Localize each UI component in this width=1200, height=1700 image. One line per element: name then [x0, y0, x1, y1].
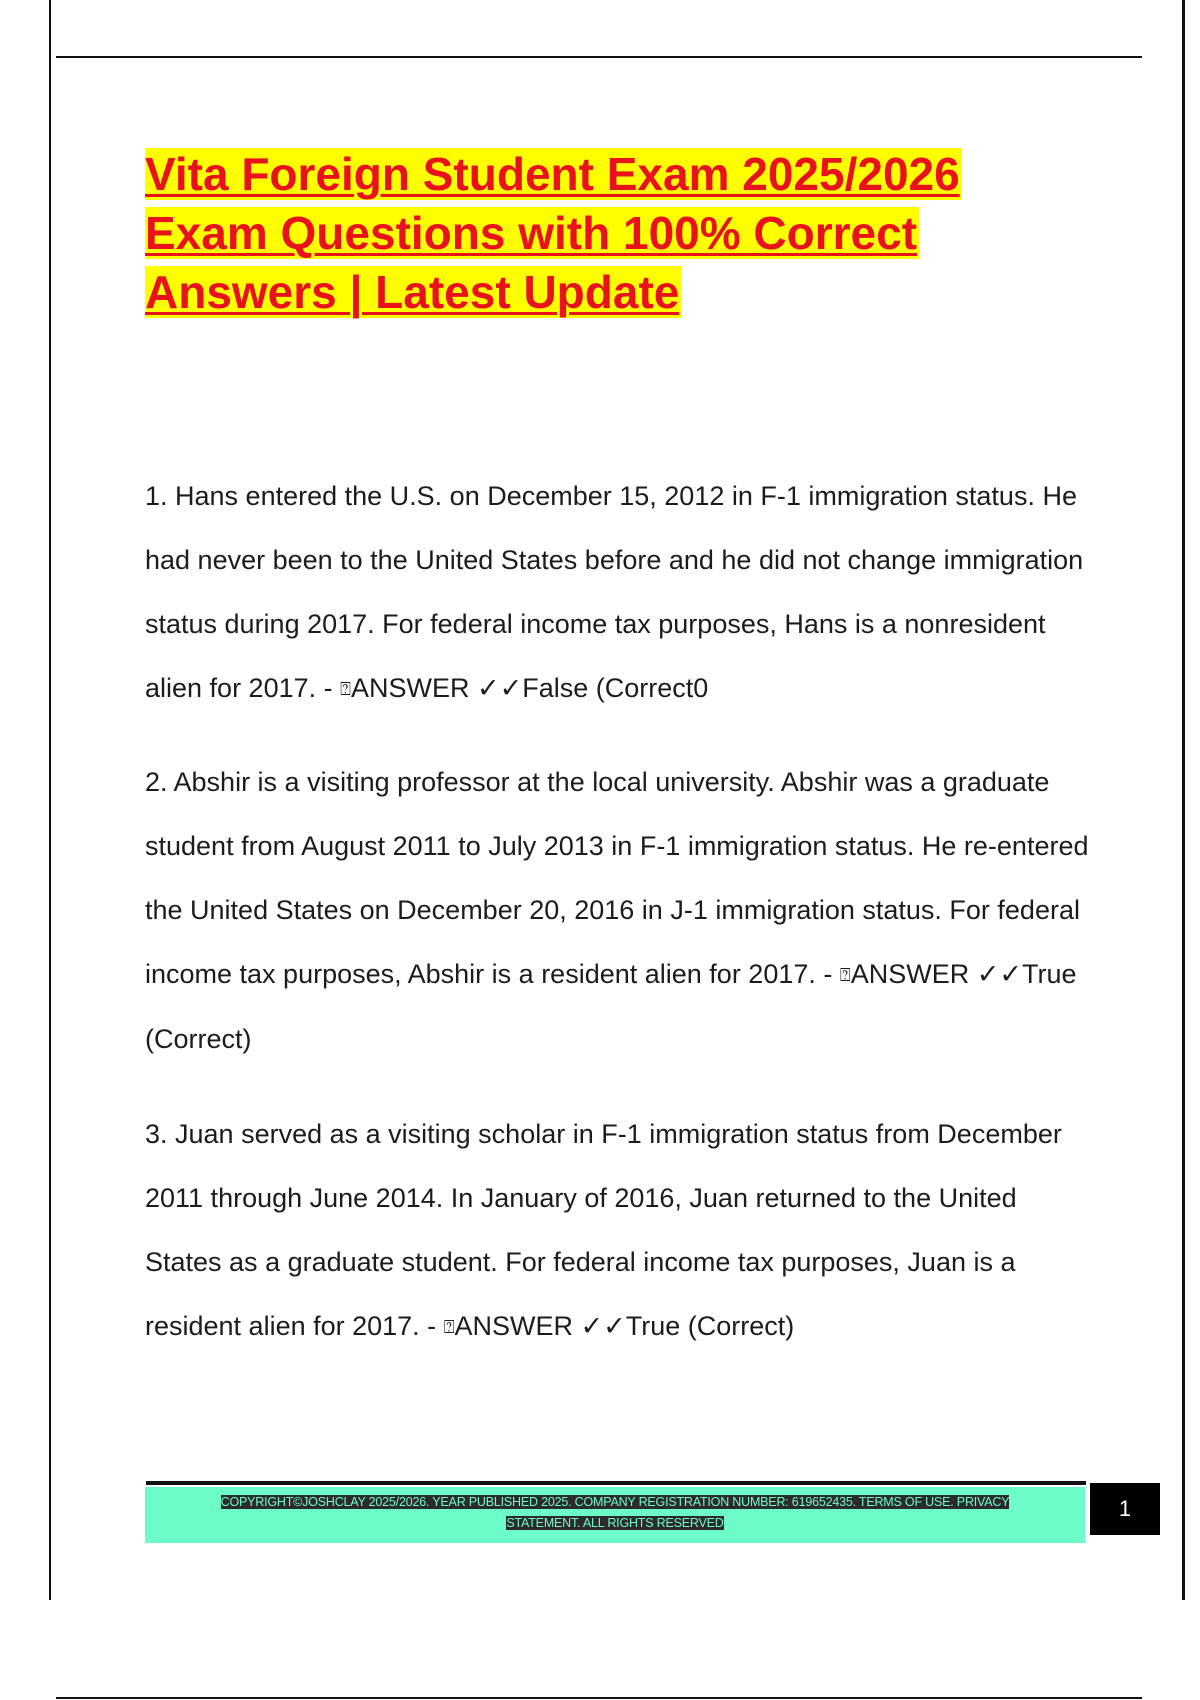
answer-marker-icon: ⍰	[839, 965, 851, 985]
question-text: 1. Hans entered the U.S. on December 15, 2012 in F-1 immigration status. He had never been to the United States before and he did not change immigration status during 2017. For federal income tax purposes, Hans is a nonresident alien for 2017. -	[145, 481, 1084, 703]
question-text: 2. Abshir is a visiting professor at the local university. Abshir was a graduate student from August 2011 to July 2013 in F-1 immigration status. He re-entered the United States on December 20, 2016 in J-1 immigration status. For federal income tax purposes, Abshir is a resident alien for 2017. -	[145, 767, 1089, 989]
copyright-line-2: STATEMENT. ALL RIGHTS RESERVED	[506, 1516, 724, 1530]
page-number: 1	[1090, 1483, 1160, 1535]
page-border-left	[49, 0, 51, 1600]
question-item	[145, 750, 1095, 1071]
footer-rule	[146, 1481, 1086, 1485]
copyright-footer	[145, 1487, 1085, 1543]
answer-marker-icon: ⍰	[340, 679, 351, 699]
question-item	[145, 464, 1095, 721]
header-rule	[56, 56, 1142, 58]
answer-label: ANSWER ✓✓	[850, 959, 1022, 989]
page-border-right	[1182, 0, 1185, 1600]
bottom-rule	[56, 1697, 1142, 1699]
title-line-3: Answers | Latest Update	[145, 266, 680, 318]
answer-label: ANSWER ✓✓	[350, 673, 523, 703]
answer-text: False (Correct0	[522, 673, 709, 703]
question-text: 3. Juan served as a visiting scholar in F-1 immigration status from December 2011 through June 2014. In January of 2016, Juan returned to the United States as a graduate student. For federal income tax purposes, Juan is a resident alien for 2017. -	[145, 1119, 1062, 1341]
copyright-line-1: COPYRIGHT©JOSHCLAY 2025/2026. YEAR PUBLISHED 2025. COMPANY REGISTRATION NUMBER: 619652435. TERMS OF USE. PRIVACY	[220, 1495, 1010, 1509]
question-item	[145, 1102, 1095, 1359]
answer-label: ANSWER ✓✓	[454, 1311, 626, 1341]
answer-text: True (Correct)	[625, 1311, 795, 1341]
title-line-2: Exam Questions with 100% Correct	[145, 207, 918, 259]
answer-text: True (Correct)	[145, 959, 1077, 1054]
title-line-1: Vita Foreign Student Exam 2025/2026	[145, 148, 960, 200]
answer-marker-icon: ⍰	[443, 1317, 455, 1337]
document-title	[145, 145, 1045, 322]
